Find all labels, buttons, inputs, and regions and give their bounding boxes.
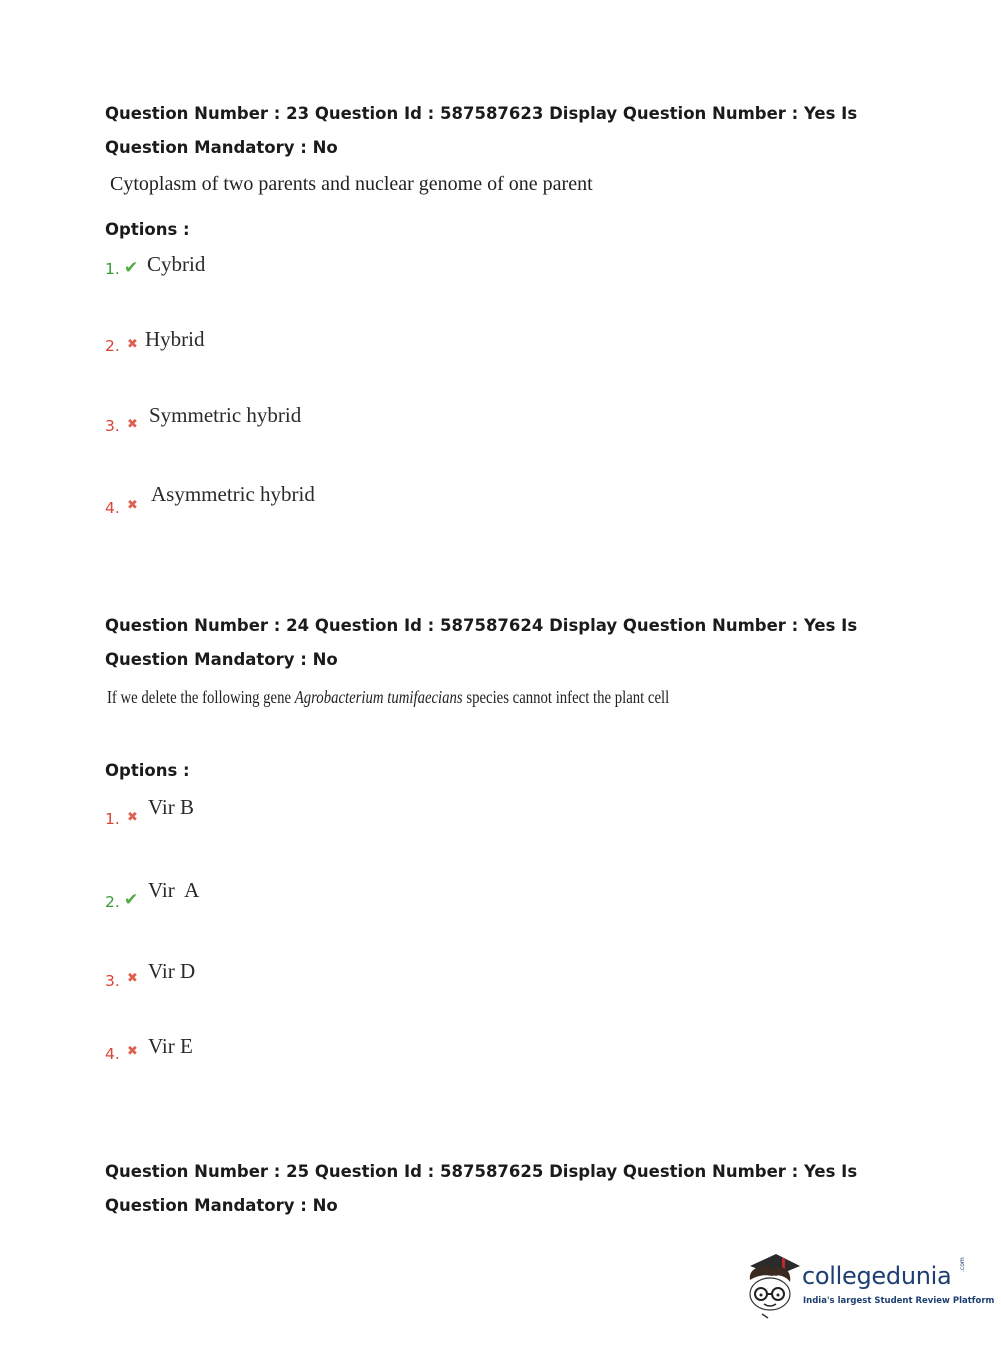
question-24-header: Question Number : 24 Question Id : 587587624 Display Question Number : Yes Is Question Mandatory : No — [105, 616, 858, 669]
question-text-part: If we delete the following gene — [107, 687, 295, 707]
question-text-part: species cannot infect the plant cell — [462, 687, 670, 707]
question-23-header: Question Number : 23 Question Id : 587587623 Display Question Number : Yes Is Question Mandatory : No — [105, 104, 858, 157]
cross-icon: ✖ — [127, 1044, 138, 1059]
logo-suffix: .com — [959, 1257, 966, 1272]
logo-wordmark: collegedunia — [802, 1262, 952, 1290]
option-text: Vir D — [148, 959, 196, 983]
option-text: Cybrid — [147, 252, 206, 276]
option-text: Hybrid — [145, 327, 205, 351]
option-number: 3. — [105, 417, 120, 435]
option-text: Vir B — [148, 795, 194, 819]
cross-icon: ✖ — [127, 971, 138, 986]
cross-icon: ✖ — [127, 417, 138, 432]
option-number: 3. — [105, 972, 120, 990]
option-number: 1. — [105, 260, 120, 278]
option-number: 4. — [105, 499, 120, 517]
question-23-text: Cytoplasm of two parents and nuclear genome of one parent — [110, 173, 593, 195]
check-icon: ✔ — [124, 258, 139, 278]
cross-icon: ✖ — [127, 810, 138, 825]
option-text: Vir A — [148, 878, 200, 902]
option-number: 1. — [105, 810, 120, 828]
species-name: Agrobacterium tumifaecians — [294, 687, 463, 707]
mascot-icon — [742, 1250, 804, 1320]
option-number: 2. — [105, 893, 120, 911]
option-text: Symmetric hybrid — [149, 403, 302, 427]
collegedunia-logo — [742, 1250, 995, 1320]
cross-icon: ✖ — [127, 498, 138, 513]
cross-icon: ✖ — [127, 337, 138, 352]
option-text: Vir E — [148, 1034, 193, 1058]
question-24-text — [107, 687, 669, 708]
question-23-options-label: Options : — [105, 220, 190, 239]
question-24-options-label: Options : — [105, 761, 190, 780]
logo-tagline: India's largest Student Review Platform — [803, 1296, 995, 1306]
question-25-header: Question Number : 25 Question Id : 587587625 Display Question Number : Yes Is Question Mandatory : No — [105, 1162, 858, 1215]
option-number: 2. — [105, 337, 120, 355]
check-icon: ✔ — [124, 890, 139, 910]
option-text: Asymmetric hybrid — [151, 482, 315, 506]
option-number: 4. — [105, 1045, 120, 1063]
